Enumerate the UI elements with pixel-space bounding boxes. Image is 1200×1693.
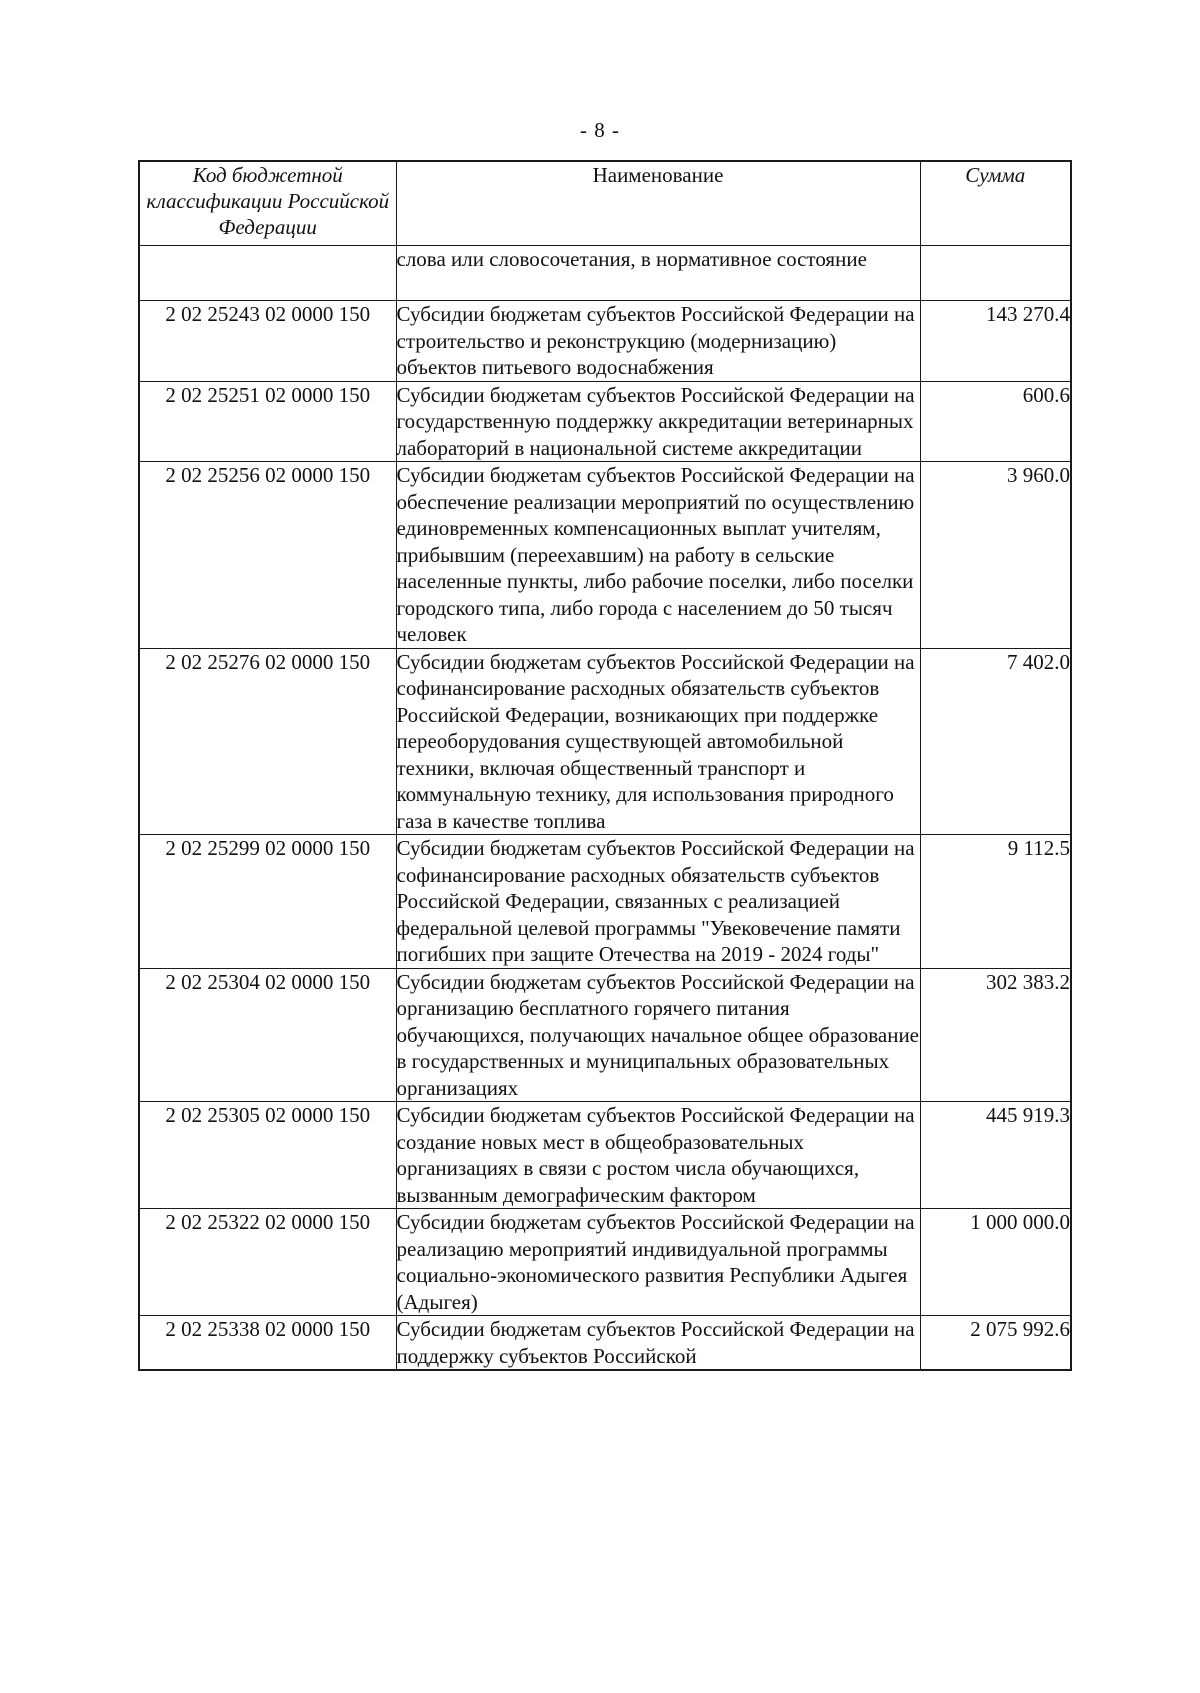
table-row (139, 1209, 1071, 1316)
row-code: 2 02 25299 02 0000 150 (139, 835, 396, 969)
row-sum: 445 919.3 (920, 1102, 1071, 1209)
row-sum: 302 383.2 (920, 968, 1071, 1102)
row-sum: 143 270.4 (920, 301, 1071, 382)
header-name: Наименование (396, 161, 920, 246)
table-header-row (139, 161, 1071, 246)
table-row (139, 381, 1071, 462)
row-sum: 600.6 (920, 381, 1071, 462)
row-sum (920, 246, 1071, 301)
row-name: Субсидии бюджетам субъектов Российской Федерации на организацию бесплатного горячего питания обучающихся, получающих начальное общее образование в государственных и муниципальных образовательных организациях (396, 969, 919, 1100)
row-name: Субсидии бюджетам субъектов Российской Федерации на создание новых мест в общеобразовательных организациях в связи с ростом числа обучающихся, вызванным демографическим фактором (396, 1102, 920, 1209)
row-code: 2 02 25243 02 0000 150 (139, 301, 396, 382)
header-sum: Сумма (920, 161, 1071, 246)
table-row (139, 301, 1071, 382)
row-code: 2 02 25276 02 0000 150 (139, 648, 396, 835)
row-name: Субсидии бюджетам субъектов Российской Федерации на государственную поддержку аккредитации ветеринарных лабораторий в национальной системе аккредитации (396, 381, 920, 462)
row-name: Субсидии бюджетам субъектов Российской Федерации на обеспечение реализации мероприятий по осуществлению единовременных компенсационных выплат учителям, прибывшим (переехавшим) на работу в сельские населенные пункты, либо рабочие поселки, либо поселки городского типа, либо города с населением до 50 тысяч человек (396, 462, 920, 649)
row-sum: 9 112.5 (920, 835, 1071, 969)
table-row (139, 835, 1071, 969)
budget-table (138, 160, 1072, 1371)
row-name: Субсидии бюджетам субъектов Российской Федерации на строительство и реконструкцию (модернизацию) объектов питьевого водоснабжения (396, 301, 920, 382)
page-number: - 8 - (580, 118, 620, 142)
row-sum: 7 402.0 (920, 648, 1071, 835)
row-sum: 3 960.0 (920, 462, 1071, 649)
row-code: 2 02 25256 02 0000 150 (139, 462, 396, 649)
row-name: Субсидии бюджетам субъектов Российской Федерации на софинансирование расходных обязательств субъектов Российской Федерации, связанных с реализацией федеральной целевой программы "Увековечение памяти погибших при защите Отечества на 2019 - 2024 годы" (396, 835, 920, 969)
table-row (139, 968, 1071, 1102)
row-code: 2 02 25338 02 0000 150 (139, 1316, 396, 1371)
table-row (139, 246, 1071, 301)
row-code: 2 02 25251 02 0000 150 (139, 381, 396, 462)
row-code (139, 246, 396, 301)
row-code: 2 02 25322 02 0000 150 (139, 1209, 396, 1316)
row-sum: 2 075 992.6 (920, 1316, 1071, 1371)
table-row (139, 648, 1071, 835)
row-code: 2 02 25305 02 0000 150 (139, 1102, 396, 1209)
table-row (139, 462, 1071, 649)
row-name: слова или словосочетания, в нормативное состояние (396, 246, 920, 301)
row-code: 2 02 25304 02 0000 150 (139, 968, 396, 1102)
row-name: Субсидии бюджетам субъектов Российской Федерации на реализацию мероприятий индивидуальной программы социально-экономического развития Республики Адыгея (Адыгея) (396, 1209, 920, 1316)
header-code: Код бюджетной классификации Российской Федерации (139, 161, 396, 246)
table-row (139, 1102, 1071, 1209)
table-row (139, 1316, 1071, 1371)
row-sum: 1 000 000.0 (920, 1209, 1071, 1316)
row-name: Субсидии бюджетам субъектов Российской Федерации на софинансирование расходных обязательств субъектов Российской Федерации, возникающих при поддержке переоборудования существующей автомобильной техники, включая общественный транспорт и коммунальную технику, для использования природного газа в качестве топлива (396, 648, 920, 835)
row-name: Субсидии бюджетам субъектов Российской Федерации на поддержку субъектов Российской (396, 1316, 920, 1371)
